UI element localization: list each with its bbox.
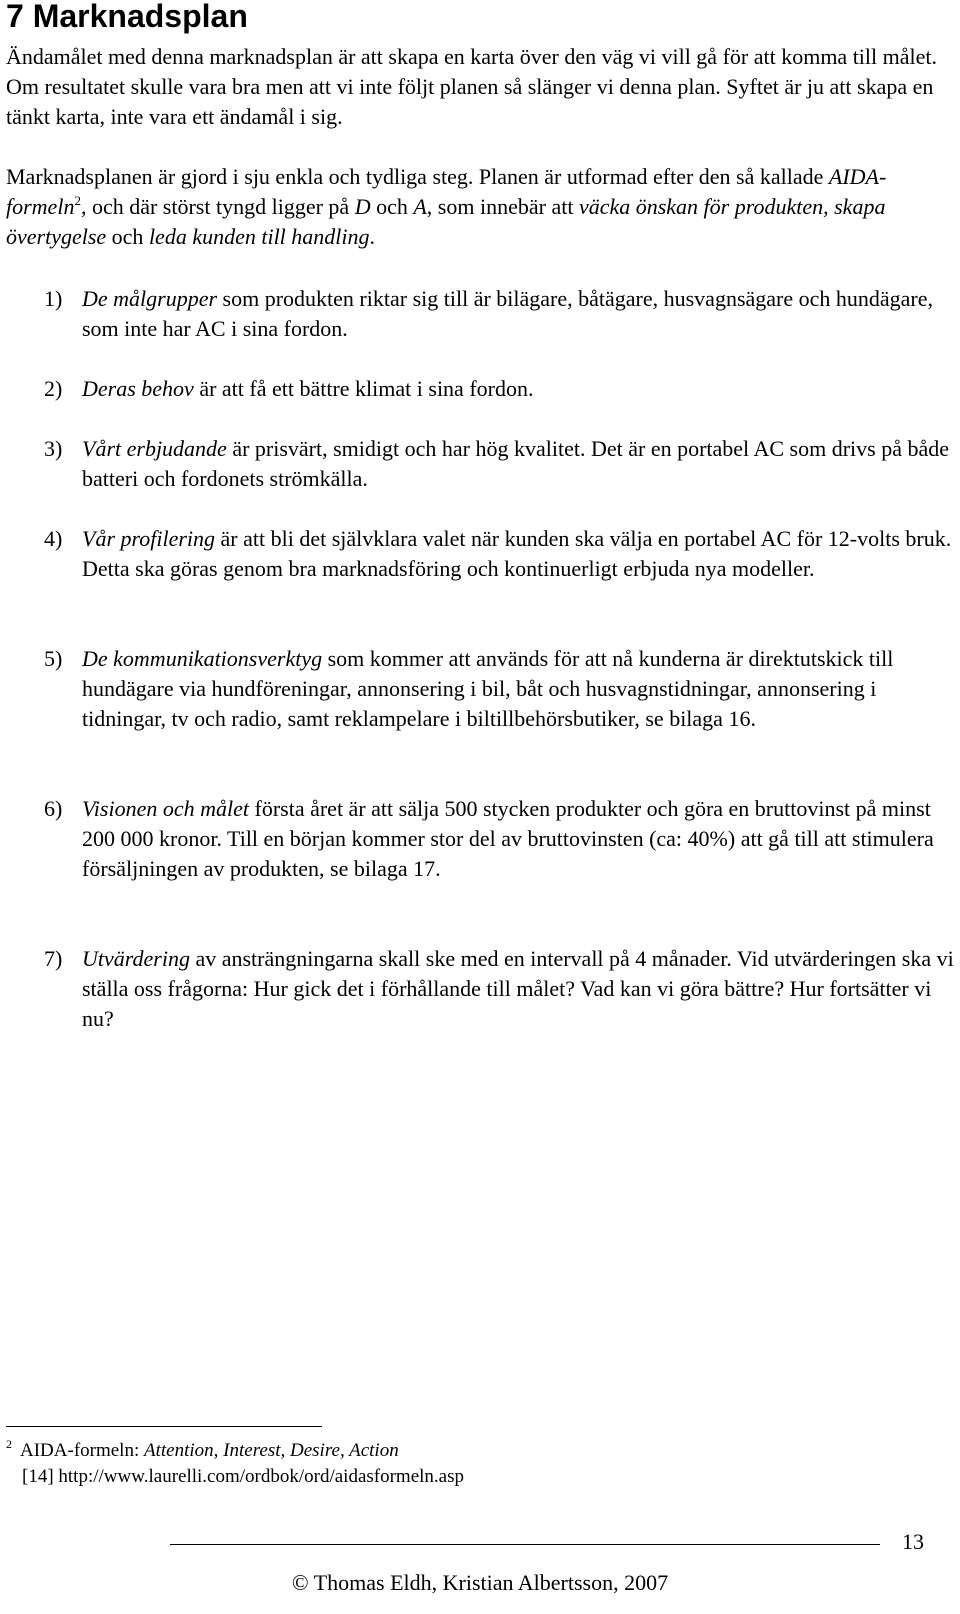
step-text: är prisvärt, smidigt och har hög kvalitet. Det är en portabel AC som drivs på både batteri och fordonets strömkälla. xyxy=(82,436,949,491)
aida-text-2: , och där störst tyngd ligger på xyxy=(80,194,355,219)
step-number: 7) xyxy=(44,946,63,971)
aida-letter-a: A xyxy=(413,194,427,219)
section-heading: 7 Marknadsplan xyxy=(6,0,248,34)
step-text: som kommer att används för att nå kunderna är direktutskick till hundägare via hundföreningar, annonsering i bil, båt och husvagnstidningar, annonsering i tidningar, tv och radio, samt reklampelare i biltillbehörsbutiker, se bilaga 16. xyxy=(82,646,894,731)
copyright-footer: © Thomas Eldh, Kristian Albertsson, 2007 xyxy=(291,1570,669,1595)
footnote-reference-link[interactable]: [14] http://www.laurelli.com/ordbok/ord/aidasformeln.asp xyxy=(22,1466,465,1487)
step-term: De kommunikationsverktyg xyxy=(82,646,323,671)
aida-goal-phrase: väcka önskan för produkten, skapa övertygelse xyxy=(6,194,886,249)
footnote-divider xyxy=(6,1426,322,1427)
aida-term: AIDA-formeln xyxy=(6,164,887,219)
aida-text-3: och xyxy=(370,194,414,219)
step-text: är att bli det självklara valet när kunden ska välja en portabel AC för 12-volts bruk. Detta ska göras genom bra marknadsföring och kontinuerligt erbjuda nya modeller. xyxy=(82,526,952,581)
step-text: av ansträngningarna skall ske med en intervall på 4 månader. Vid utvärderingen ska vi ställa oss frågorna: Hur gick det i förhållande till målet? Vad kan vi göra bättre? Hur fortsätter vi nu? xyxy=(82,946,954,1031)
step-text: som produkten riktar sig till är bilägare, båtägare, husvagnsägare och hundägare, som inte har AC i sina fordon. xyxy=(82,286,934,341)
step-body xyxy=(82,434,960,494)
aida-action-phrase: leda kunden till handling xyxy=(148,224,370,249)
step-text: är att få ett bättre klimat i sina fordon. xyxy=(193,376,534,401)
footnote xyxy=(6,1438,946,1490)
aida-text-4: , som innebär att xyxy=(426,194,579,219)
step-term: Vår profilering xyxy=(82,526,216,551)
footnote-mark: 2 xyxy=(6,1437,12,1451)
footnote-label: AIDA-formeln: xyxy=(20,1440,144,1461)
step-number: 6) xyxy=(44,796,63,821)
aida-text-5: och xyxy=(106,224,149,249)
step-number: 4) xyxy=(44,526,63,551)
aida-text-1: Marknadsplanen är gjord i sju enkla och tydliga steg. Planen är utformad efter den så kallade xyxy=(6,164,829,189)
step-body xyxy=(82,794,960,884)
step-term: Deras behov xyxy=(82,376,194,401)
aida-paragraph xyxy=(6,162,946,252)
step-body xyxy=(82,944,960,1034)
step-number: 5) xyxy=(44,646,63,671)
step-body xyxy=(82,644,960,734)
footer-divider xyxy=(170,1544,880,1545)
step-body xyxy=(82,524,960,584)
step-term: Vårt erbjudande xyxy=(82,436,227,461)
step-body xyxy=(82,284,960,344)
aida-letter-d: D xyxy=(354,194,371,219)
step-body xyxy=(82,374,960,404)
footnote-terms: Attention, Interest, Desire, Action xyxy=(144,1440,399,1461)
step-term: Utvärdering xyxy=(82,946,190,971)
step-term: Visionen och målet xyxy=(82,796,249,821)
intro-paragraph: Ändamålet med denna marknadsplan är att skapa en karta över den väg vi vill gå för att komma till målet. Om resultatet skulle vara bra men att vi inte följt planen så slänger vi denna plan. Syftet är ju att skapa en tänkt karta, inte vara ett ändamål i sig. xyxy=(6,44,938,129)
step-number: 1) xyxy=(44,286,63,311)
step-text: första året är att sälja 500 stycken produkter och göra en bruttovinst på minst 200 000 kronor. Till en början kommer stor del av bruttovinsten (ca: 40%) att gå till att stimulera försäljningen av produkten, se bilaga 17. xyxy=(82,796,934,881)
step-term: De målgrupper xyxy=(82,286,218,311)
step-number: 3) xyxy=(44,436,63,461)
step-number: 2) xyxy=(44,376,63,401)
page-number: 13 xyxy=(902,1529,924,1554)
aida-text-6: . xyxy=(369,224,376,249)
footnote-reference[interactable]: 2 xyxy=(74,193,81,208)
